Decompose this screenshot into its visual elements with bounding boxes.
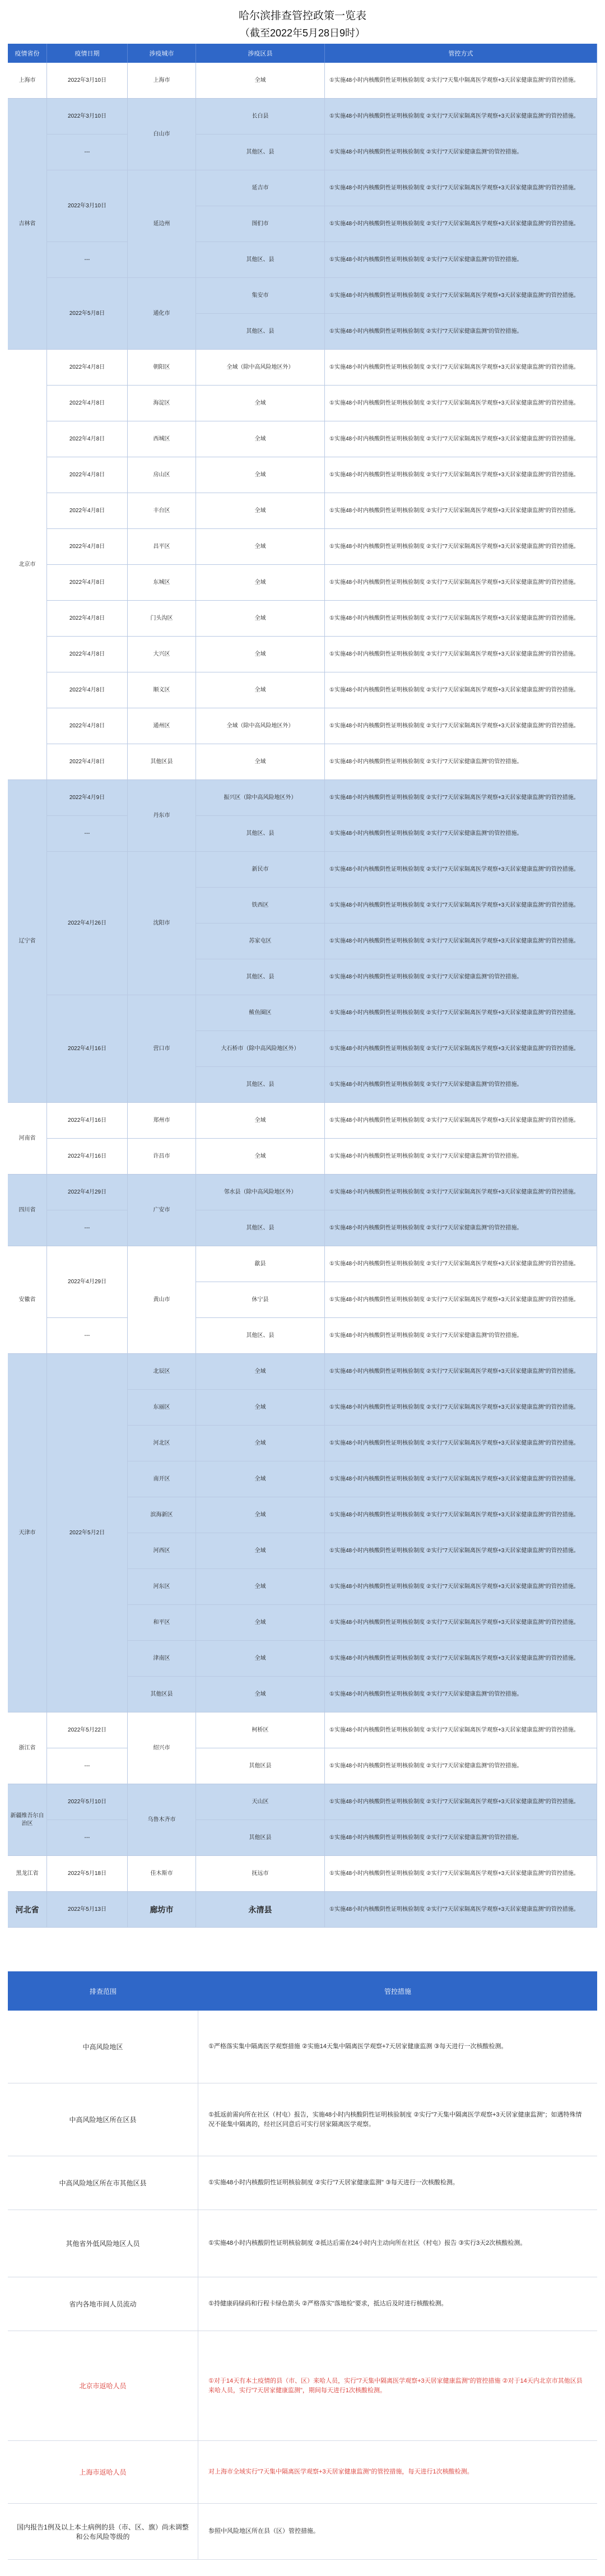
measure-cell: ①实施48小时内核酸阴性证明核验制度 ②实行"7天居家健康监测"的管控措施。: [325, 1139, 597, 1175]
measure-cell: ①实施48小时内核酸阴性证明核验制度 ②实行"7天居家隔离医学观察+3天居家健康监测"的管控措施。: [325, 99, 597, 134]
measure-cell: ①实施48小时内核酸阴性证明核验制度 ②实行"7天居家健康监测"的管控措施。: [325, 1318, 597, 1354]
date-cell: 2022年5月22日: [47, 1712, 128, 1748]
date-cell: 2022年4月9日: [47, 780, 128, 816]
date-cell: 2022年4月16日: [47, 995, 128, 1103]
province-cell: 浙江省: [8, 1712, 47, 1784]
measure-cell: ①实施48小时内核酸阴性证明核验制度 ②实行"7天居家健康监测"的管控措施。: [325, 1210, 597, 1246]
measure-cell: ①实施48小时内核酸阴性证明核验制度 ②实行"7天居家健康监测"的管控措施。: [325, 134, 597, 170]
measure-cell: ①实施48小时内核酸阴性证明核验制度 ②实行"7天居家隔离医学观察+3天居家健康监测"的管控措施。: [325, 1282, 597, 1318]
city-cell: 其他区县: [128, 1677, 196, 1712]
measure-cell: ①实施48小时内核酸阴性证明核验制度 ②实行"7天居家隔离医学观察+3天居家健康监测"的管控措施。: [325, 1605, 597, 1641]
date-cell: ---: [47, 816, 128, 852]
province-cell: 辽宁省: [8, 780, 47, 1103]
province-cell: 安徽省: [8, 1246, 47, 1354]
measure-cell: ①实施48小时内核酸阴性证明核验制度 ②实行"7天居家健康监测"的管控措施。: [325, 242, 597, 278]
measure-cell: ①实施48小时内核酸阴性证明核验制度 ②实行"7天居家健康监测"的管控措施。: [325, 959, 597, 995]
district-cell: 大石桥市（除中高风险地区外）: [196, 1031, 325, 1067]
city-cell: 黄山市: [128, 1246, 196, 1354]
district-cell: 铁西区: [196, 888, 325, 923]
district-cell: 全域: [196, 1390, 325, 1426]
city-cell: 昌平区: [128, 529, 196, 565]
date-cell: 2022年4月16日: [47, 1139, 128, 1175]
district-cell: 全域（除中高风险地区外）: [196, 708, 325, 744]
district-cell: 全域（除中高风险地区外）: [196, 350, 325, 386]
measure-cell: ①实施48小时内核酸阴性证明核验制度 ②实行"7天居家健康监测"的管控措施。: [325, 744, 597, 780]
measure-cell: ①实施48小时内核酸阴性证明核验制度 ②实行"7天居家健康监测"的管控措施。: [325, 816, 597, 852]
scope-cell: 中高风险地区所在区县: [8, 2083, 198, 2156]
measure-cell: ①持健康码绿码和行程卡绿色箭头 ②严格落实"落地检"要求，抵达后及时进行核酸检测。: [208, 2300, 448, 2307]
province-cell: 河南省: [8, 1103, 47, 1175]
district-cell: 其他区、县: [196, 959, 325, 995]
date-cell: 2022年4月29日: [47, 1175, 128, 1210]
district-cell: 邻水县（除中高风险地区外）: [196, 1175, 325, 1210]
district-cell: 全域: [196, 1641, 325, 1677]
measure-cell: ①实施48小时内核酸阴性证明核验制度 ②实行"7天居家隔离医学观察+3天居家健康监测"的管控措施。: [325, 1497, 597, 1533]
measures-row: [8, 2083, 597, 2156]
district-cell: 全域: [196, 637, 325, 672]
date-cell: 2022年3月10日: [47, 63, 128, 99]
district-cell: 全域: [196, 1354, 325, 1390]
measure-cell: ①实施48小时内核酸阴性证明核验制度 ②实行"7天居家隔离医学观察+3天居家健康监测"的管控措施。: [325, 278, 597, 314]
measure-cell: ①实施48小时内核酸阴性证明核验制度 ②实行"7天居家隔离医学观察+3天居家健康监测"的管控措施。: [325, 923, 597, 959]
date-cell: 2022年4月8日: [47, 565, 128, 601]
district-cell: 苏家屯区: [196, 923, 325, 959]
date-cell: 2022年4月8日: [47, 350, 128, 386]
district-cell: 全域: [196, 1569, 325, 1605]
city-cell: 延边州: [128, 170, 196, 278]
district-cell: 全域: [196, 672, 325, 708]
measures-row: [8, 2011, 597, 2083]
scope-cell: 上海市返哈人员: [8, 2441, 198, 2503]
city-cell: 房山区: [128, 457, 196, 493]
measure-cell: ①实施48小时内核酸阴性证明核验制度 ②实行"7天居家隔离医学观察+3天居家健康监测"的管控措施。: [325, 386, 597, 421]
city-cell: 北辰区: [128, 1354, 196, 1390]
measure-cell: ①实施48小时内核酸阴性证明核验制度 ②实行"7天居家健康监测" ③每天进行一次核酸检测。: [208, 2179, 459, 2186]
date-cell: 2022年3月10日: [47, 99, 128, 134]
measures-row: [8, 2331, 597, 2441]
city-cell: 海淀区: [128, 386, 196, 421]
district-cell: 其他区、县: [196, 816, 325, 852]
header-cell: 管控措施: [384, 1987, 411, 1995]
measures-row: [8, 2156, 597, 2210]
measure-cell: ①实施48小时内核酸阴性证明核验制度 ②实行"7天居家隔离医学观察+3天居家健康监测"的管控措施。: [325, 1461, 597, 1497]
city-cell: 绍兴市: [128, 1712, 196, 1784]
measure-cell: ①实施48小时内核酸阴性证明核验制度 ②实行"7天居家隔离医学观察+3天居家健康监测"的管控措施。: [325, 852, 597, 888]
district-cell: 全域: [196, 1497, 325, 1533]
header-cell: 管控方式: [325, 44, 597, 63]
measure-cell: ①严格落实集中隔离医学观察措施 ②实施14天集中隔离医学观察+7天居家健康监测 ③每天进行一次核酸检测。: [208, 2043, 508, 2050]
city-cell: 营口市: [128, 995, 196, 1103]
province-cell: 新疆维吾尔自治区: [8, 1784, 47, 1856]
district-cell: 振兴区（除中高风险地区外）: [196, 780, 325, 816]
district-cell: 其他区、县: [196, 1067, 325, 1103]
city-cell: 河北区: [128, 1426, 196, 1461]
measure-cell: ①实施48小时内核酸阴性证明核验制度 ②实行"7天居家隔离医学观察+3天居家健康监测"的管控措施。: [325, 1175, 597, 1210]
province-cell: 北京市: [8, 350, 47, 780]
district-cell: 其他区、县: [196, 1210, 325, 1246]
measure-cell: ①实施48小时内核酸阴性证明核验制度 ②实行"7天居家隔离医学观察+3天居家健康监测"的管控措施。: [325, 206, 597, 242]
measure-cell: ①实施48小时内核酸阴性证明核验制度 ②实行"7天居家隔离医学观察+3天居家健康监测"的管控措施。: [325, 1246, 597, 1282]
measure-cell: ①实施48小时内核酸阴性证明核验制度 ②实行"7天居家隔离医学观察+3天居家健康监测"的管控措施。: [325, 1103, 597, 1139]
city-cell: 和平区: [128, 1605, 196, 1641]
district-cell: 永清县: [196, 1892, 325, 1928]
district-cell: 其他区、县: [196, 134, 325, 170]
city-cell: 津南区: [128, 1641, 196, 1677]
date-cell: ---: [47, 134, 128, 170]
city-cell: 上海市: [128, 63, 196, 99]
scope-cell: 中高风险地区: [8, 2011, 198, 2083]
district-cell: 全域: [196, 1533, 325, 1569]
date-cell: 2022年4月8日: [47, 457, 128, 493]
date-cell: ---: [47, 1210, 128, 1246]
measure-cell: ①实施48小时内核酸阴性证明核验制度 ②实行"7天居家隔离医学观察+3天居家健康监测"的管控措施。: [325, 1426, 597, 1461]
district-cell: 全域: [196, 1605, 325, 1641]
date-cell: 2022年4月26日: [47, 852, 128, 995]
subtitle-line: （截至2022年5月28日9时）: [239, 27, 366, 39]
measure-cell: ①实施48小时内核酸阴性证明核验制度 ②实行"7天居家隔离医学观察+3天居家健康监测"的管控措施。: [325, 1856, 597, 1892]
measure-cell: ①实施48小时内核酸阴性证明核验制度 ②实行"7天居家隔离医学观察+3天居家健康监测"的管控措施。: [325, 637, 597, 672]
header-cell: 排查范围: [89, 1987, 117, 1995]
table-header: [8, 44, 597, 63]
measure-cell: ①实施48小时内核酸阴性证明核验制度 ②实行"7天居家隔离医学观察+3天居家健康监测"的管控措施。: [325, 421, 597, 457]
city-cell: 沈阳市: [128, 852, 196, 995]
city-cell: 郑州市: [128, 1103, 196, 1139]
city-cell: 门头沟区: [128, 601, 196, 637]
measure-cell: ①实施48小时内核酸阴性证明核验制度 ②实行"7天居家健康监测"的管控措施。: [325, 1748, 597, 1784]
district-cell: 柯桥区: [196, 1712, 325, 1748]
date-cell: 2022年4月8日: [47, 493, 128, 529]
date-cell: 2022年4月8日: [47, 637, 128, 672]
scope-cell: 中高风险地区所在市其他区县: [8, 2156, 198, 2210]
district-cell: 全域: [196, 1677, 325, 1712]
district-cell: 全域: [196, 386, 325, 421]
district-cell: 全域: [196, 421, 325, 457]
measure-cell: ①实施48小时内核酸阴性证明核验制度 ②实行"7天居家隔离医学观察+3天居家健康监测"的管控措施。: [325, 565, 597, 601]
measure-cell: ①实施48小时内核酸阴性证明核验制度 ②实行"7天居家隔离医学观察+3天居家健康监测"的管控措施。: [325, 493, 597, 529]
city-cell: 丰台区: [128, 493, 196, 529]
city-cell: 许昌市: [128, 1139, 196, 1175]
measures-row: [8, 2277, 597, 2331]
date-cell: 2022年5月8日: [47, 278, 128, 350]
district-cell: 图们市: [196, 206, 325, 242]
city-cell: 其他区县: [128, 744, 196, 780]
district-cell: 其他区、县: [196, 314, 325, 350]
district-cell: 抚远市: [196, 1856, 325, 1892]
page-title: [0, 8, 605, 41]
date-cell: ---: [47, 1748, 128, 1784]
city-cell: 朝阳区: [128, 350, 196, 386]
city-cell: 东丽区: [128, 1390, 196, 1426]
date-cell: ---: [47, 1318, 128, 1354]
measure-cell: ①实施48小时内核酸阴性证明核验制度 ②实行"7天居家隔离医学观察+3天居家健康监测"的管控措施。: [325, 1892, 597, 1928]
measure-cell: ①实施48小时内核酸阴性证明核验制度 ②实行"7天居家隔离医学观察+3天居家健康监测"的管控措施。: [325, 170, 597, 206]
province-cell: 河北省: [8, 1892, 47, 1928]
header-cell: 涉疫区县: [196, 44, 325, 63]
city-cell: 滨海新区: [128, 1497, 196, 1533]
measures-row: [8, 2210, 597, 2277]
city-cell: 佳木斯市: [128, 1856, 196, 1892]
measure-cell: ①实施48小时内核酸阴性证明核验制度 ②实行"7天居家隔离医学观察+3天居家健康监测"的管控措施。: [325, 601, 597, 637]
district-cell: 全域: [196, 529, 325, 565]
city-cell: 通州区: [128, 708, 196, 744]
measure-cell: ①实施48小时内核酸阴性证明核验制度 ②实行"7天居家隔离医学观察+3天居家健康监测"的管控措施。: [325, 350, 597, 386]
city-cell: 广安市: [128, 1175, 196, 1246]
district-cell: 其他区县: [196, 1748, 325, 1784]
district-cell: 全域: [196, 1461, 325, 1497]
date-cell: 2022年5月13日: [47, 1892, 128, 1928]
city-cell: 大兴区: [128, 637, 196, 672]
date-cell: ---: [47, 1820, 128, 1856]
district-cell: 全域: [196, 565, 325, 601]
city-cell: 河东区: [128, 1569, 196, 1605]
city-cell: 南开区: [128, 1461, 196, 1497]
district-cell: 鲅鱼圈区: [196, 995, 325, 1031]
measure-cell: ①实施48小时内核酸阴性证明核验制度 ②实行"7天居家隔离医学观察+3天居家健康监测"的管控措施。: [325, 457, 597, 493]
measure-cell: ①实施48小时内核酸阴性证明核验制度 ②实行"7天居家隔离医学观察+3天居家健康监测"的管控措施。: [325, 995, 597, 1031]
city-cell: 通化市: [128, 278, 196, 350]
city-cell: 丹东市: [128, 780, 196, 852]
district-cell: 全域: [196, 1139, 325, 1175]
city-cell: 顺义区: [128, 672, 196, 708]
measure-cell: ①实施48小时内核酸阴性证明核验制度 ②抵达后需在24小时内主动向所在社区（村屯）报告 ③实行3天2次核酸检测。: [208, 2240, 527, 2247]
scope-cell: 省内各地市间人员流动: [8, 2277, 198, 2331]
date-cell: ---: [47, 242, 128, 278]
measure-cell: ①实施48小时内核酸阴性证明核验制度 ②实行"7天居家隔离医学观察+3天居家健康监测"的管控措施。: [325, 1390, 597, 1426]
city-cell: 乌鲁木齐市: [128, 1784, 196, 1856]
measure-cell: ①实施48小时内核酸阴性证明核验制度 ②实行"7天居家隔离医学观察+3天居家健康监测"的管控措施。: [325, 1569, 597, 1605]
control-table-body: [8, 44, 597, 1943]
measure-cell: ①实施48小时内核酸阴性证明核验制度 ②实行"7天居家健康监测"的管控措施。: [325, 1677, 597, 1712]
city-cell: 东城区: [128, 565, 196, 601]
control-table: [8, 44, 597, 1943]
date-cell: 2022年3月10日: [47, 170, 128, 242]
district-cell: 其他区、县: [196, 242, 325, 278]
date-cell: 2022年4月8日: [47, 529, 128, 565]
district-cell: 其他区县: [196, 1820, 325, 1856]
province-cell: 吉林省: [8, 99, 47, 350]
measure-cell: ①实施48小时内核酸阴性证明核验制度 ②实行"7天居家健康监测"的管控措施。: [325, 314, 597, 350]
measure-cell: ①实施48小时内核酸阴性证明核验制度 ②实行"7天居家隔离医学观察+3天居家健康监测"的管控措施。: [325, 708, 597, 744]
measure-cell: ①实施48小时内核酸阴性证明核验制度 ②实行"7天居家隔离医学观察+3天居家健康监测"的管控措施。: [325, 1533, 597, 1569]
measure-cell: ①实施48小时内核酸阴性证明核验制度 ②实行"7天居家隔离医学观察+3天居家健康监测"的管控措施。: [325, 1784, 597, 1820]
date-cell: 2022年4月8日: [47, 708, 128, 744]
date-cell: 2022年5月2日: [47, 1354, 128, 1712]
measure-cell: ①实施48小时内核酸阴性证明核验制度 ②实行"7天居家健康监测"的管控措施。: [325, 1067, 597, 1103]
measures-table-header: [8, 1971, 597, 2011]
measure-cell: ①实施48小时内核酸阴性证明核验制度 ②实行"7天集中隔离医学观察+3天居家健康监测"的管控措施。: [325, 63, 597, 99]
measure-cell: ①实施48小时内核酸阴性证明核验制度 ②实行"7天居家隔离医学观察+3天居家健康监测"的管控措施。: [325, 1712, 597, 1748]
city-cell: 河西区: [128, 1533, 196, 1569]
measure-cell: ①实施48小时内核酸阴性证明核验制度 ②实行"7天居家隔离医学观察+3天居家健康监测"的管控措施。: [325, 672, 597, 708]
province-cell: 四川省: [8, 1175, 47, 1246]
district-cell: 新民市: [196, 852, 325, 888]
scope-cell: 北京市返哈人员: [8, 2331, 198, 2440]
city-cell: 白山市: [128, 99, 196, 170]
measures-row: [8, 2504, 597, 2560]
header-cell: 疫情日期: [47, 44, 128, 63]
district-cell: 全域: [196, 744, 325, 780]
district-cell: 全域: [196, 457, 325, 493]
measure-cell: ①对于14天有本土疫情的县（市、区）来哈人员，实行"7天集中隔离医学观察+3天居家健康监测"的管控措施 ②对于14天内北京市其他区县来哈人员，实行"7天居家健康监测"，期间每天进行1次核酸检测。: [208, 2377, 583, 2394]
measure-cell: ①实施48小时内核酸阴性证明核验制度 ②实行"7天居家隔离医学观察+3天居家健康监测"的管控措施。: [325, 1641, 597, 1677]
province-cell: 黑龙江省: [8, 1856, 47, 1892]
measure-cell: ①实施48小时内核酸阴性证明核验制度 ②实行"7天居家健康监测"的管控措施。: [325, 1820, 597, 1856]
date-cell: 2022年4月16日: [47, 1103, 128, 1139]
date-cell: 2022年4月8日: [47, 421, 128, 457]
measure-cell: ①实施48小时内核酸阴性证明核验制度 ②实行"7天居家隔离医学观察+3天居家健康监测"的管控措施。: [325, 888, 597, 923]
district-cell: 全域: [196, 1103, 325, 1139]
city-cell: 廊坊市: [128, 1892, 196, 1928]
date-cell: 2022年4月8日: [47, 386, 128, 421]
measure-cell: ①实施48小时内核酸阴性证明核验制度 ②实行"7天居家隔离医学观察+3天居家健康监测"的管控措施。: [325, 1031, 597, 1067]
district-cell: 全域: [196, 1426, 325, 1461]
date-cell: 2022年5月18日: [47, 1856, 128, 1892]
district-cell: 其他区、县: [196, 1318, 325, 1354]
title-line: 哈尔滨排查管控政策一览表: [238, 10, 366, 22]
measure-cell: ①抵返前需向所在社区（村屯）报告，实施48小时内核酸阴性证明核验制度 ②实行"7天集中隔离医学观察+3天居家健康监测"；如遇特殊情况不能集中隔离的，经社区同意后可实行居家隔离医学观察。: [208, 2111, 582, 2128]
district-cell: 全域: [196, 493, 325, 529]
measure-cell: 对上海市全域实行"7天集中隔离医学观察+3天居家健康监测"的管控措施，每天进行1次核酸检测。: [208, 2468, 473, 2475]
date-cell: 2022年4月8日: [47, 744, 128, 780]
scope-cell: 其他省外低风险地区人员: [8, 2210, 198, 2277]
measure-cell: 参照中风险地区所在县（区）管控措施。: [208, 2528, 319, 2535]
date-cell: 2022年5月10日: [47, 1784, 128, 1820]
measure-cell: ①实施48小时内核酸阴性证明核验制度 ②实行"7天居家隔离医学观察+3天居家健康监测"的管控措施。: [325, 780, 597, 816]
district-cell: 全域: [196, 601, 325, 637]
province-cell: 上海市: [8, 63, 47, 99]
city-cell: 西城区: [128, 421, 196, 457]
header-cell: 疫情省份: [8, 44, 47, 63]
date-cell: 2022年4月29日: [47, 1246, 128, 1318]
date-cell: 2022年4月8日: [47, 672, 128, 708]
district-cell: 长白县: [196, 99, 325, 134]
district-cell: 集安市: [196, 278, 325, 314]
district-cell: 天山区: [196, 1784, 325, 1820]
date-cell: 2022年4月8日: [47, 601, 128, 637]
header-cell: 涉疫城市: [128, 44, 196, 63]
province-cell: 天津市: [8, 1354, 47, 1712]
measures-row: [8, 2441, 597, 2504]
district-cell: 歙县: [196, 1246, 325, 1282]
district-cell: 延吉市: [196, 170, 325, 206]
district-cell: 全域: [196, 63, 325, 99]
scope-cell: 国内报告1例及以上本土病例的县（市、区、旗）尚未调整和公布风险等级的: [8, 2504, 198, 2559]
district-cell: 休宁县: [196, 1282, 325, 1318]
measure-cell: ①实施48小时内核酸阴性证明核验制度 ②实行"7天居家隔离医学观察+3天居家健康监测"的管控措施。: [325, 1354, 597, 1390]
measure-cell: ①实施48小时内核酸阴性证明核验制度 ②实行"7天居家隔离医学观察+3天居家健康监测"的管控措施。: [325, 529, 597, 565]
